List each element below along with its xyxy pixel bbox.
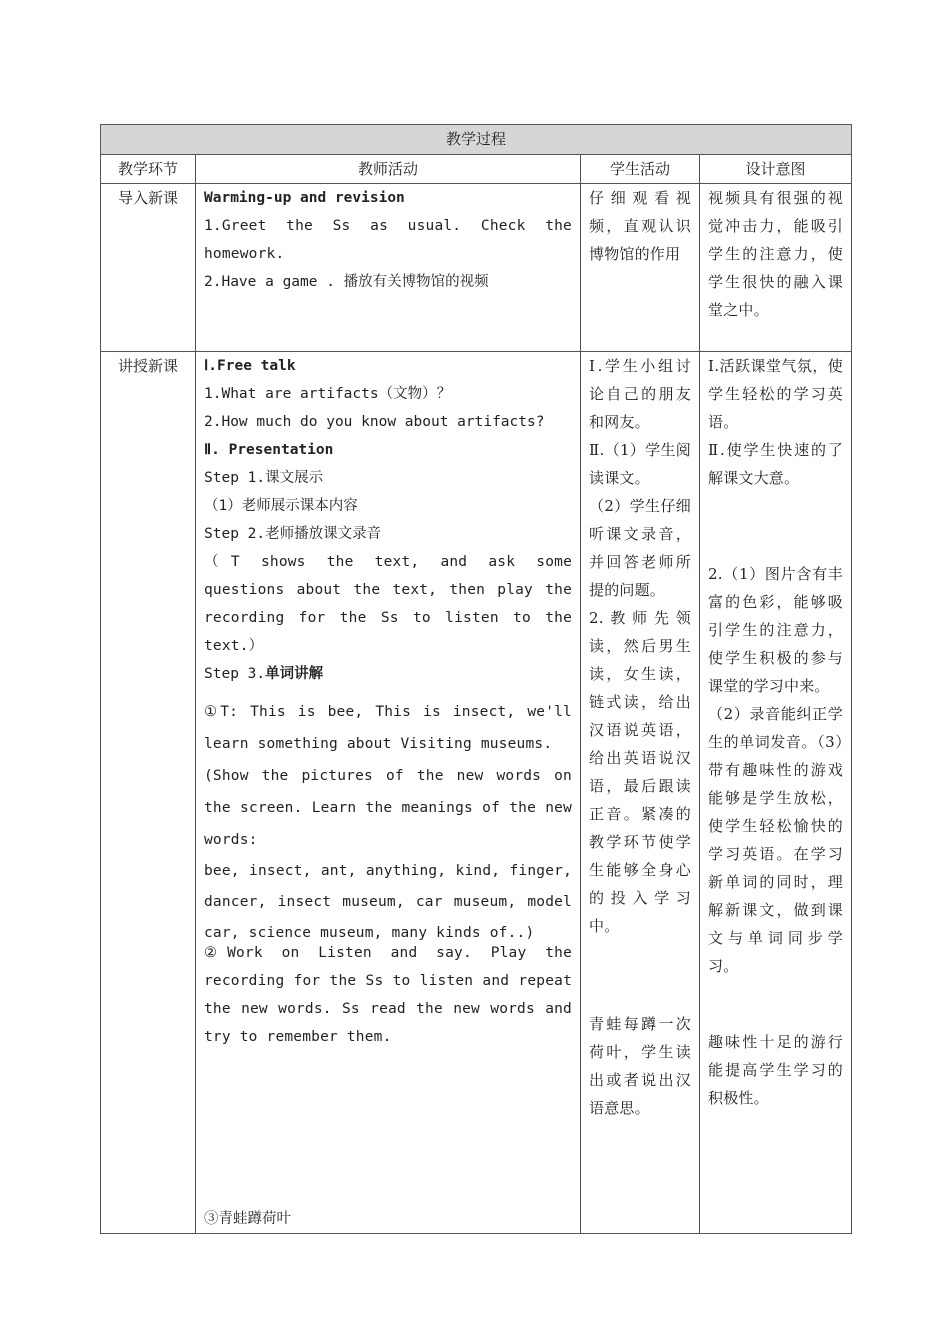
design-text: Ⅰ.活跃课堂气氛，使学生轻松的学习英语。 bbox=[708, 357, 844, 431]
header-teacher-activity: 教师活动 bbox=[196, 155, 581, 184]
table-row bbox=[101, 352, 852, 1234]
design-text: 视频具有很强的视觉冲击力，能吸引学生的注意力，使学生很快的融入课堂之中。 bbox=[708, 189, 844, 319]
activity-text: ③青蛙蹲荷叶 bbox=[204, 1211, 291, 1227]
design-text: 2.（1）图片含有丰富的色彩，能够吸引学生的注意力，使学生积极的参与课堂的学习中来。 bbox=[708, 565, 844, 695]
stage-cell: 导入新课 bbox=[101, 184, 196, 352]
teacher-activity-cell bbox=[196, 352, 581, 1234]
step-label: Step 3. bbox=[204, 666, 266, 682]
activity-text: 1.Greet the Ss as usual. Check the homework. bbox=[204, 218, 572, 262]
design-intent-cell bbox=[700, 184, 852, 352]
student-text: 仔细观看视频，直观认识博物馆的作用 bbox=[589, 189, 691, 263]
teaching-process-table bbox=[100, 124, 852, 1234]
design-text: （2）录音能纠正学生的单词发音。（3）带有趣味性的游戏能够是学生放松，使学生轻松愉快的学习英语。在学习新单词的同时，理解新课文，做到课文与单词同步学习。 bbox=[708, 705, 844, 975]
activity-text: （1）老师展示课本内容 bbox=[204, 498, 358, 514]
stage-cell: 讲授新课 bbox=[101, 352, 196, 1234]
activity-text: 2.How much do you know about artifacts? bbox=[204, 414, 545, 430]
student-text: Ⅱ.（1）学生阅读课文。 bbox=[589, 441, 691, 487]
header-design-intent: 设计意图 bbox=[700, 155, 852, 184]
activity-text: (Show the pictures of the new words on the screen. Learn the meanings of the new words: bbox=[204, 768, 572, 848]
activity-text: Step 1.课文展示 bbox=[204, 470, 324, 486]
design-intent-cell bbox=[700, 352, 852, 1234]
table-title: 教学过程 bbox=[101, 125, 852, 155]
teacher-activity-cell bbox=[196, 184, 581, 352]
design-text: 趣味性十足的游行能提高学生学习的积极性。 bbox=[708, 1033, 844, 1107]
section-heading: Warming-up and revision bbox=[204, 190, 405, 206]
table-title-row bbox=[101, 125, 852, 155]
activity-text: Step 2.老师播放课文录音 bbox=[204, 526, 382, 542]
table-row bbox=[101, 184, 852, 352]
activity-text: （T shows the text, and ask some questions about the text, then play the recording for the Ss to listen to the text.） bbox=[204, 554, 572, 654]
header-stage: 教学环节 bbox=[101, 155, 196, 184]
activity-text: 1.What are artifacts（文物）？ bbox=[204, 386, 452, 402]
student-activity-cell bbox=[581, 352, 700, 1234]
section-heading: Ⅰ.Free talk bbox=[204, 358, 296, 374]
step-title: 单词讲解 bbox=[265, 666, 324, 682]
activity-text: ②Work on Listen and say. Play the recording for the Ss to listen and repeat the new words. Ss read the new words and try to remember them. bbox=[204, 945, 572, 1045]
step-line bbox=[204, 660, 572, 688]
student-text: 2.教师先领读，然后男生读，女生读，链式读，给出汉语说英语，给出英语说汉语，最后跟读正音。紧凑的教学环节使学生能够全身心的投入学习中。 bbox=[589, 609, 691, 935]
student-text: 青蛙每蹲一次荷叶，学生读出或者说出汉语意思。 bbox=[589, 1015, 691, 1117]
student-activity-cell bbox=[581, 184, 700, 352]
table-header-row bbox=[101, 155, 852, 184]
activity-text: 2.Have a game . 播放有关博物馆的视频 bbox=[204, 274, 489, 290]
section-heading: Ⅱ. Presentation bbox=[204, 442, 334, 458]
activity-text: ①T: This is bee, This is insect, we'll learn something about Visiting museums. bbox=[204, 704, 572, 752]
header-student-activity: 学生活动 bbox=[581, 155, 700, 184]
activity-text: bee, insect, ant, anything, kind, finger, dancer, insect museum, car museum, model car, science museum, many kinds of..) bbox=[204, 863, 572, 941]
design-text: Ⅱ.使学生快速的了解课文大意。 bbox=[708, 441, 844, 487]
student-text: （2）学生仔细听课文录音，并回答老师所提的问题。 bbox=[589, 497, 691, 599]
student-text: Ⅰ.学生小组讨论自己的朋友和网友。 bbox=[589, 357, 691, 431]
